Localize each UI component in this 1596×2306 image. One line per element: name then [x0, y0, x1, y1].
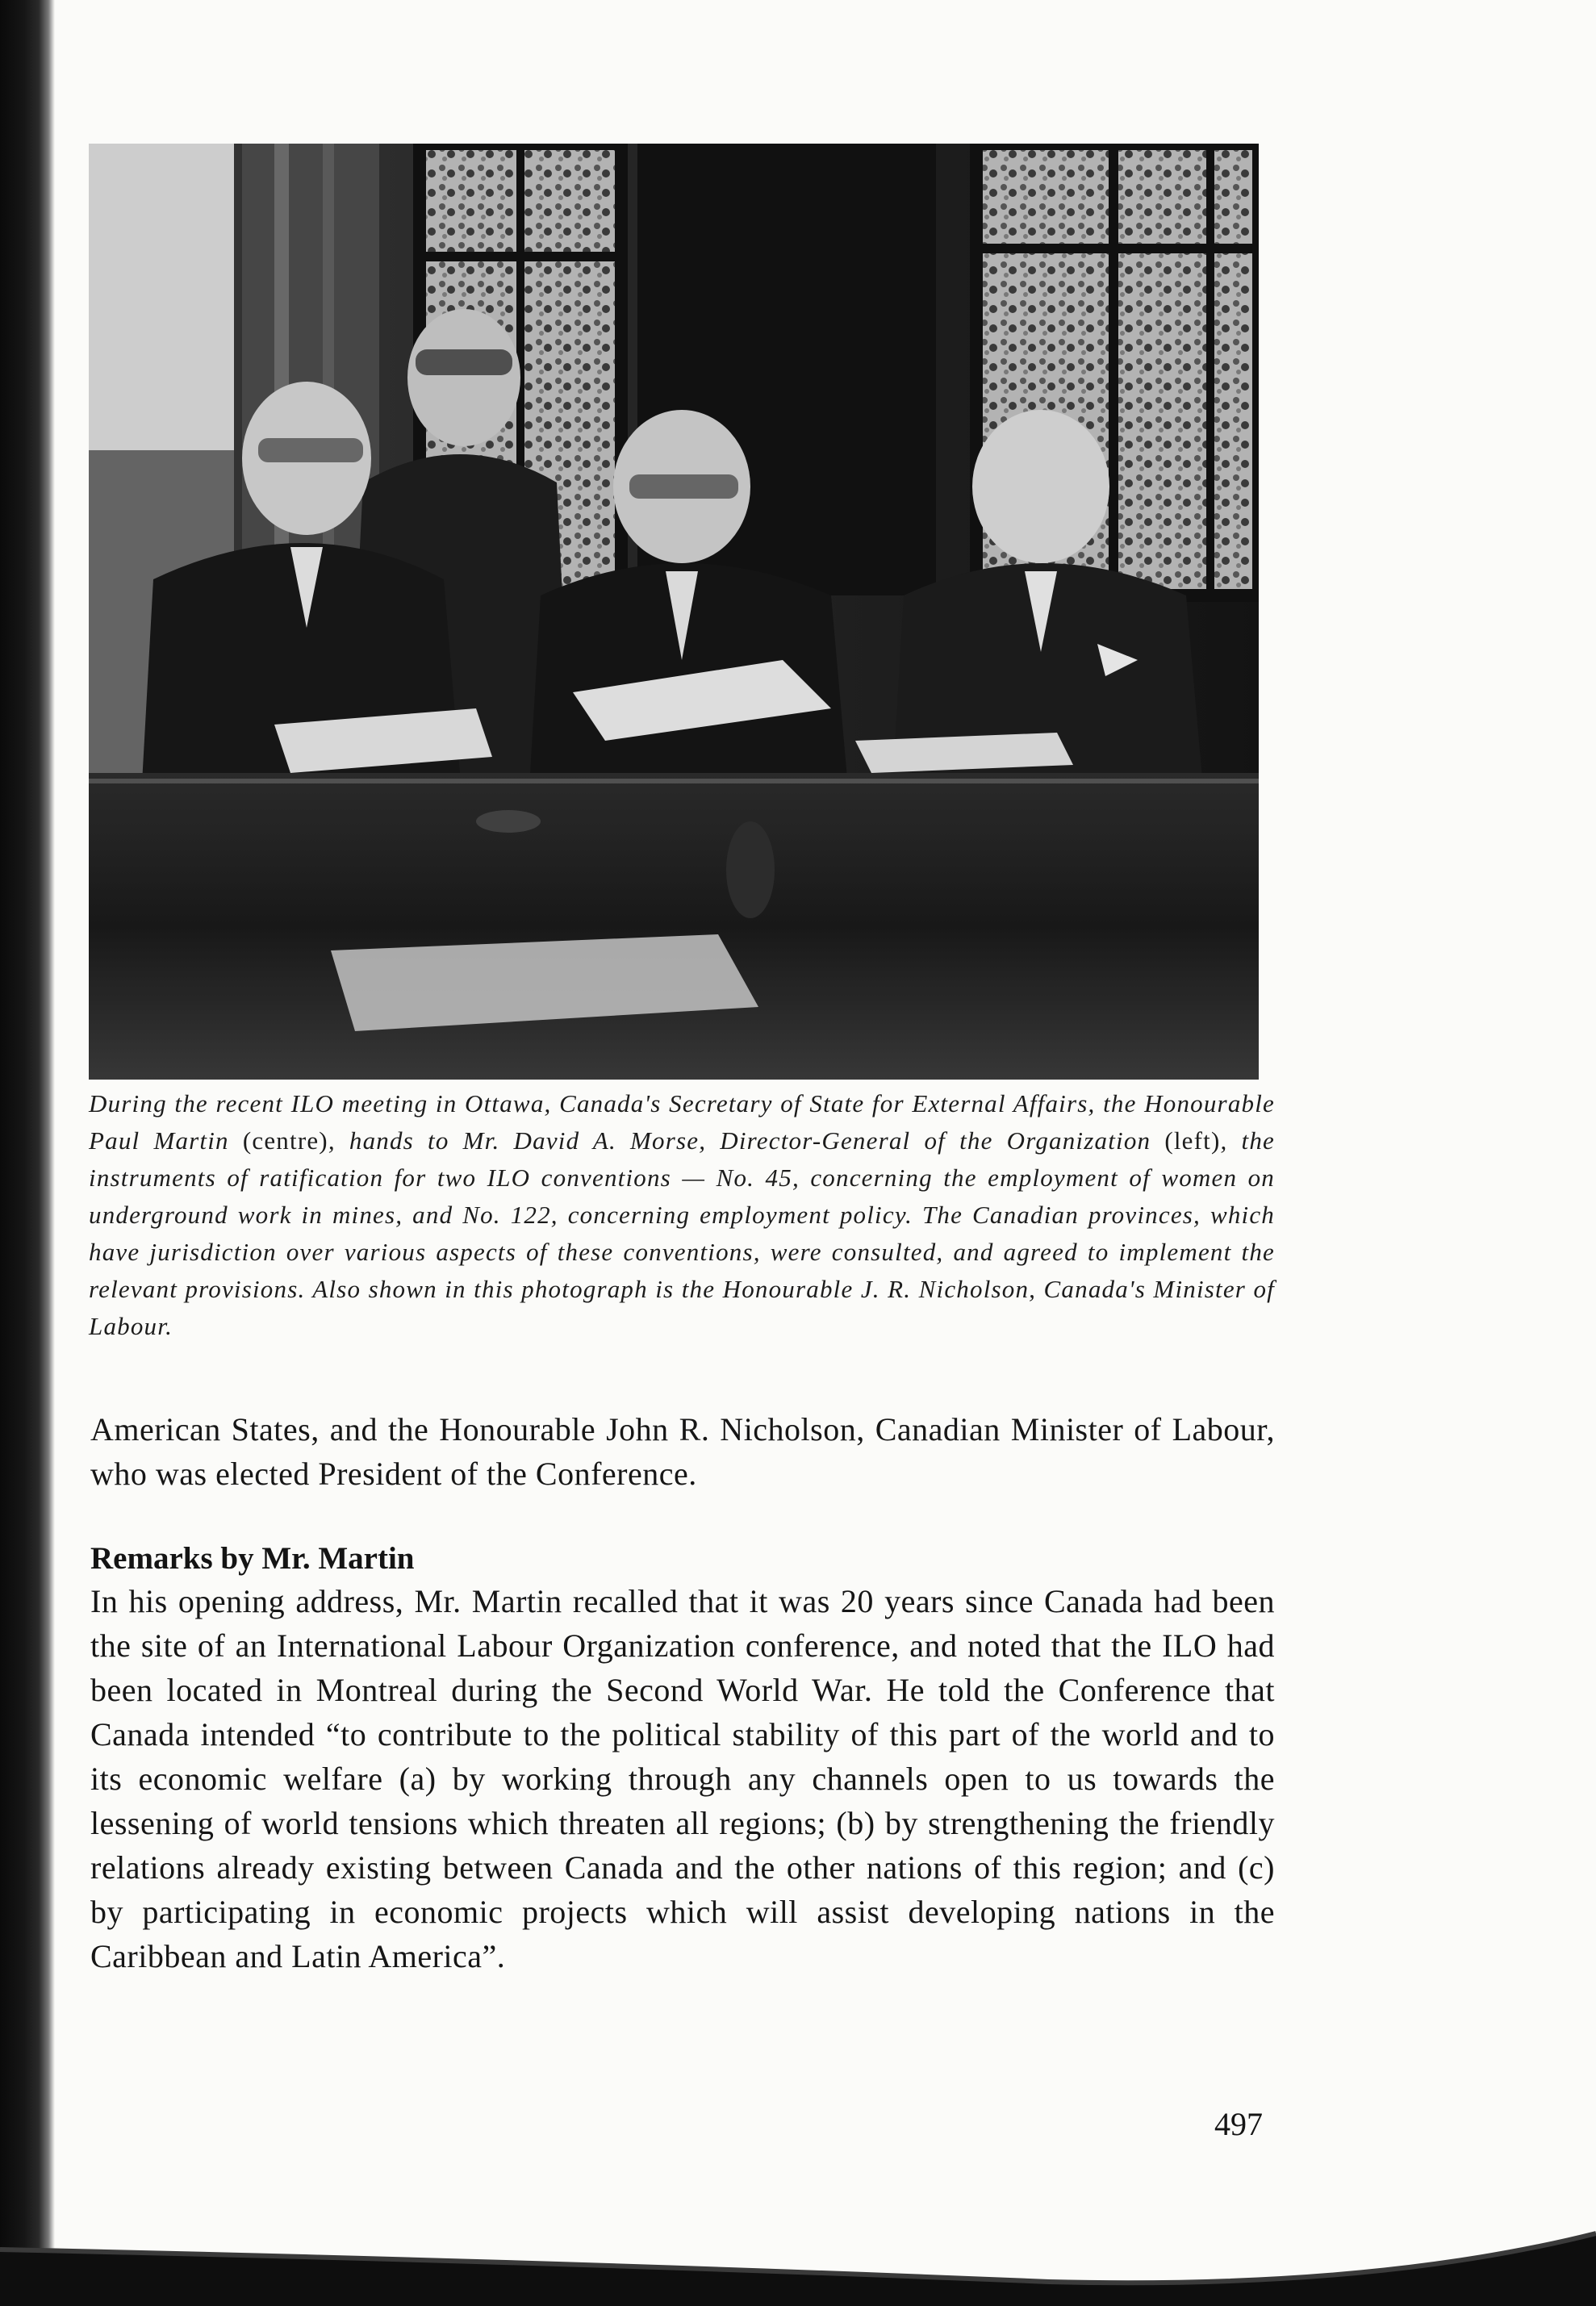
photograph-icon	[89, 144, 1259, 1080]
body-paragraph-1: American States, and the Honourable John R. Nicholson, Canadian Minister of Labour, who was elected President of the Conference.	[90, 1411, 1275, 1492]
caption-text-3: , the instruments of ratification for two ILO conventions — No. 45, concerning the employment of women on underground work in mines, and No. 122, concerning employment policy. The Canadian provinces, which have jurisdiction over various aspects of these conventions, were consulted, and agreed to implement the relevant provisions. Also shown in this photograph is the Honourable J. R. Nicholson, Canada's Minister of Labour.	[89, 1126, 1276, 1340]
photo-caption	[89, 1085, 1275, 1345]
page-number: 497	[1214, 2106, 1263, 2142]
section-heading: Remarks by Mr. Martin	[90, 1541, 415, 1576]
binding-edge	[0, 0, 55, 2306]
page-curl-shadow	[0, 2217, 1596, 2306]
meeting-photograph	[89, 144, 1259, 1080]
caption-roman-left: (left)	[1164, 1126, 1221, 1155]
caption-text-1: During the recent ILO meeting in Ottawa, Canada's Secretary of State for External Affairs, the Honourable Paul Martin	[89, 1089, 1275, 1155]
caption-roman-centre: (centre)	[242, 1126, 328, 1155]
caption-text-2: , hands to Mr. David A. Morse, Director-General of the Organization	[328, 1126, 1165, 1155]
body-paragraph-2: In his opening address, Mr. Martin recalled that it was 20 years since Canada had been the site of an International Labour Organization conference, and noted that the ILO had been located in Montreal during the Second World War. He told the Conference that Canada intended “to contribute to the political stability of this part of the world and to its economic welfare (a) by working through any channels open to us towards the lessening of world tensions which threaten all regions; (b) by strengthening the friendly relations already existing between Canada and the other nations of this region; and (c) by participating in economic projects which will assist developing nations in the Caribbean and Latin America”.	[90, 1583, 1275, 1974]
